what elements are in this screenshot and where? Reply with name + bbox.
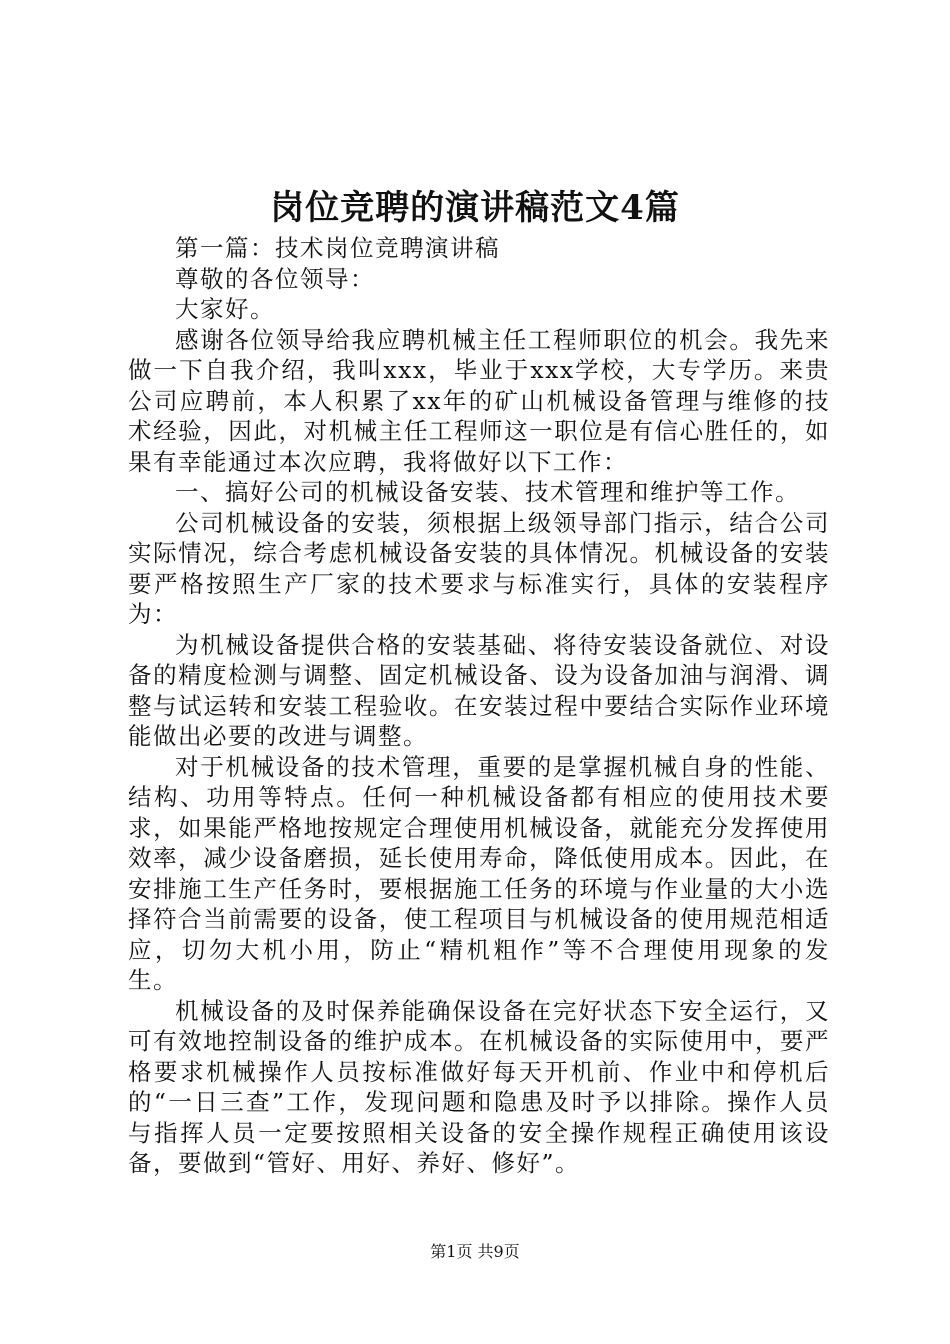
greeting: 大家好。 [175,295,275,323]
document-body [128,233,830,1179]
document-title: 岗位竞聘的演讲稿范文4篇 [270,188,680,228]
body-paragraph: 感谢各位领导给我应聘机械主任工程师职位的机会。我先来做一下自我介绍，我叫xxx，毕业于xxx学校，大专学历。来贵公司应聘前，本人积累了xx年的矿山机械设备管理与维修的技术经验，因此，对机械主任工程师这一职位是有信心胜任的，如果有幸能通过本次应聘，我将做好以下工作： [128,325,830,476]
page-footer: 第1页 共9页 [430,1242,520,1261]
body-paragraph: 机械设备的及时保养能确保设备在完好状态下安全运行，又可有效地控制设备的维护成本。在机械设备的实际使用中，要严格要求机械操作人员按标准做好每天开机前、作业中和停机后的“一日三查”工作，发现问题和隐患及时予以排除。操作人员与指挥人员一定要按照相关设备的安全操作规程正确使用该设备，要做到“管好、用好、养好、修好”。 [128,996,830,1177]
body-paragraph: 为机械设备提供合格的安装基础、将待安装设备就位、对设备的精度检测与调整、固定机械设备、设为设备加油与润滑、调整与试运转和安装工程验收。在安装过程中要结合实际作业环境能做出必要的改进与调整。 [128,630,830,750]
salutation: 尊敬的各位领导： [175,264,375,293]
body-paragraph: 公司机械设备的安装，须根据上级领导部门指示，结合公司实际情况，综合考虑机械设备安装的具体情况。机械设备的安装要严格按照生产厂家的技术要求与标准实行，具体的安装程序为： [128,508,830,628]
section-heading: 第一篇：技术岗位竞聘演讲稿 [175,234,500,262]
subsection-heading: 一、搞好公司的机械设备安装、技术管理和维护等工作。 [175,478,800,506]
body-paragraph: 对于机械设备的技术管理，重要的是掌握机械自身的性能、结构、功用等特点。任何一种机械设备都有相应的使用技术要求，如果能严格地按规定合理使用机械设备，就能充分发挥使用效率，减少设备磨损，延长使用寿命，降低使用成本。因此，在安排施工生产任务时，要根据施工任务的环境与作业量的大小选择符合当前需要的设备，使工程项目与机械设备的使用规范相适应，切勿大机小用，防止“精机粗作”等不合理使用现象的发生。 [128,752,830,994]
